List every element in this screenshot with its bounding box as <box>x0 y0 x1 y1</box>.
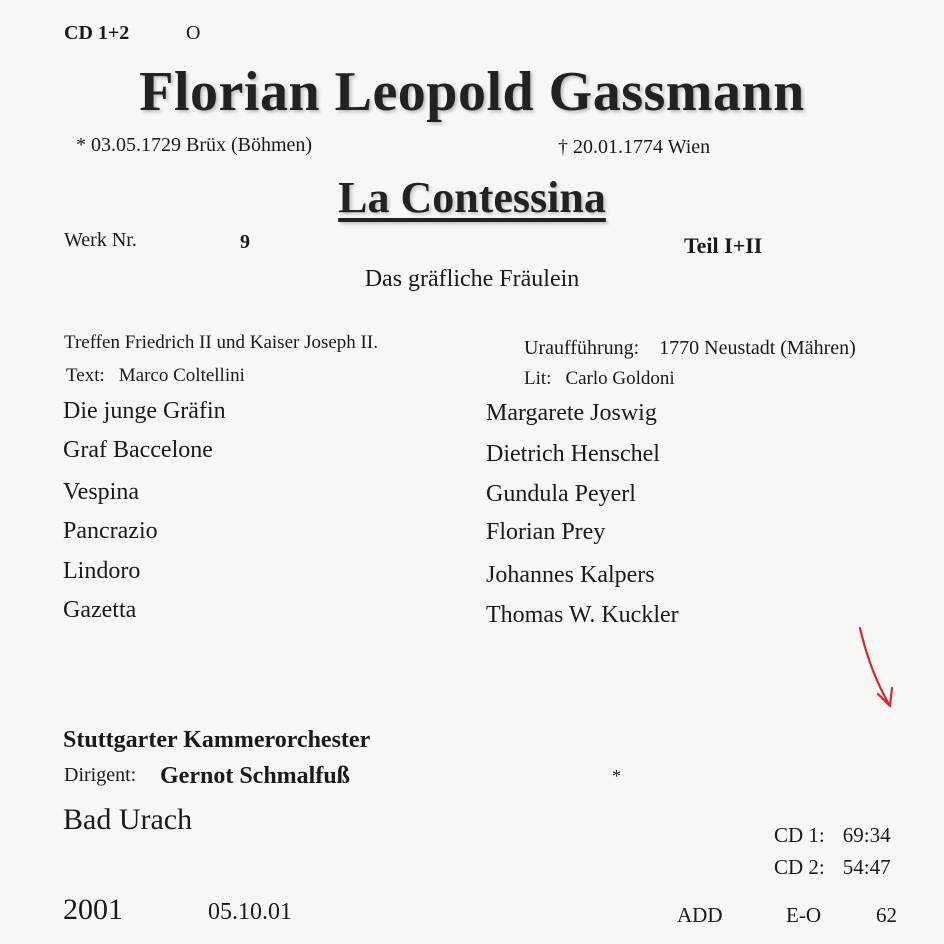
cd1-timing <box>774 823 891 848</box>
recording-place: Bad Urach <box>63 803 193 836</box>
cd2-timing <box>774 855 891 880</box>
role-name: Vespina <box>63 479 139 505</box>
release-date: 05.10.01 <box>208 899 292 925</box>
role-name: Lindoro <box>63 558 141 584</box>
premiere-info <box>524 337 856 360</box>
cd1-label: CD 1: <box>774 823 825 847</box>
role-name: Graf Baccelone <box>63 437 213 463</box>
role-name: Die junge Gräfin <box>63 398 226 424</box>
conductor-label: Dirigent: <box>64 764 137 786</box>
composer-name: Florian Leopold Gassmann <box>139 61 805 123</box>
singer-name: Johannes Kalpers <box>486 562 655 588</box>
premiere-value: 1770 Neustadt (Mähren) <box>659 337 856 359</box>
birth-info: * 03.05.1729 Brüx (Böhmen) <box>76 134 313 156</box>
text-value: Marco Coltellini <box>118 365 245 386</box>
role-name: Pancrazio <box>63 518 158 544</box>
cd2-label: CD 2: <box>774 855 825 879</box>
orchestra-name: Stuttgarter Kammerorchester <box>63 727 371 753</box>
part-label: Teil I+II <box>684 233 763 258</box>
singer-name: Florian Prey <box>486 519 606 545</box>
lit-value: Carlo Goldoni <box>565 368 675 389</box>
lit-label: Lit: <box>524 368 552 389</box>
singer-name: Margarete Joswig <box>486 400 657 426</box>
werk-number: 9 <box>240 231 250 253</box>
red-arrow-annotation <box>852 624 900 712</box>
singer-name: Gundula Peyerl <box>486 481 636 507</box>
catalog-number: 62 <box>876 903 897 927</box>
cd1-time: 69:34 <box>842 823 891 847</box>
format-code: ADD <box>677 903 723 927</box>
marker-circle: O <box>186 22 201 44</box>
work-subtitle: Das gräfliche Fräulein <box>364 266 580 292</box>
conductor-name: Gernot Schmalfuß <box>160 763 351 789</box>
death-info: † 20.01.1774 Wien <box>558 136 711 158</box>
edition-code: E-O <box>786 903 821 927</box>
cd-label: CD 1+2 <box>64 22 130 44</box>
role-name: Gazetta <box>63 597 137 623</box>
premiere-label: Uraufführung: <box>524 337 640 359</box>
singer-name: Dietrich Henschel <box>486 441 660 467</box>
literary-source-info <box>524 368 675 390</box>
singer-name: Thomas W. Kuckler <box>486 602 679 628</box>
text-label: Text: <box>66 365 105 386</box>
librettist-info <box>66 365 245 387</box>
release-year: 2001 <box>63 893 123 926</box>
asterisk-mark: * <box>612 766 621 786</box>
occasion-text: Treffen Friedrich II und Kaiser Joseph II. <box>64 332 378 353</box>
cd2-time: 54:47 <box>842 855 891 879</box>
werk-label: Werk Nr. <box>64 229 137 251</box>
work-title: La Contessina <box>338 173 606 222</box>
